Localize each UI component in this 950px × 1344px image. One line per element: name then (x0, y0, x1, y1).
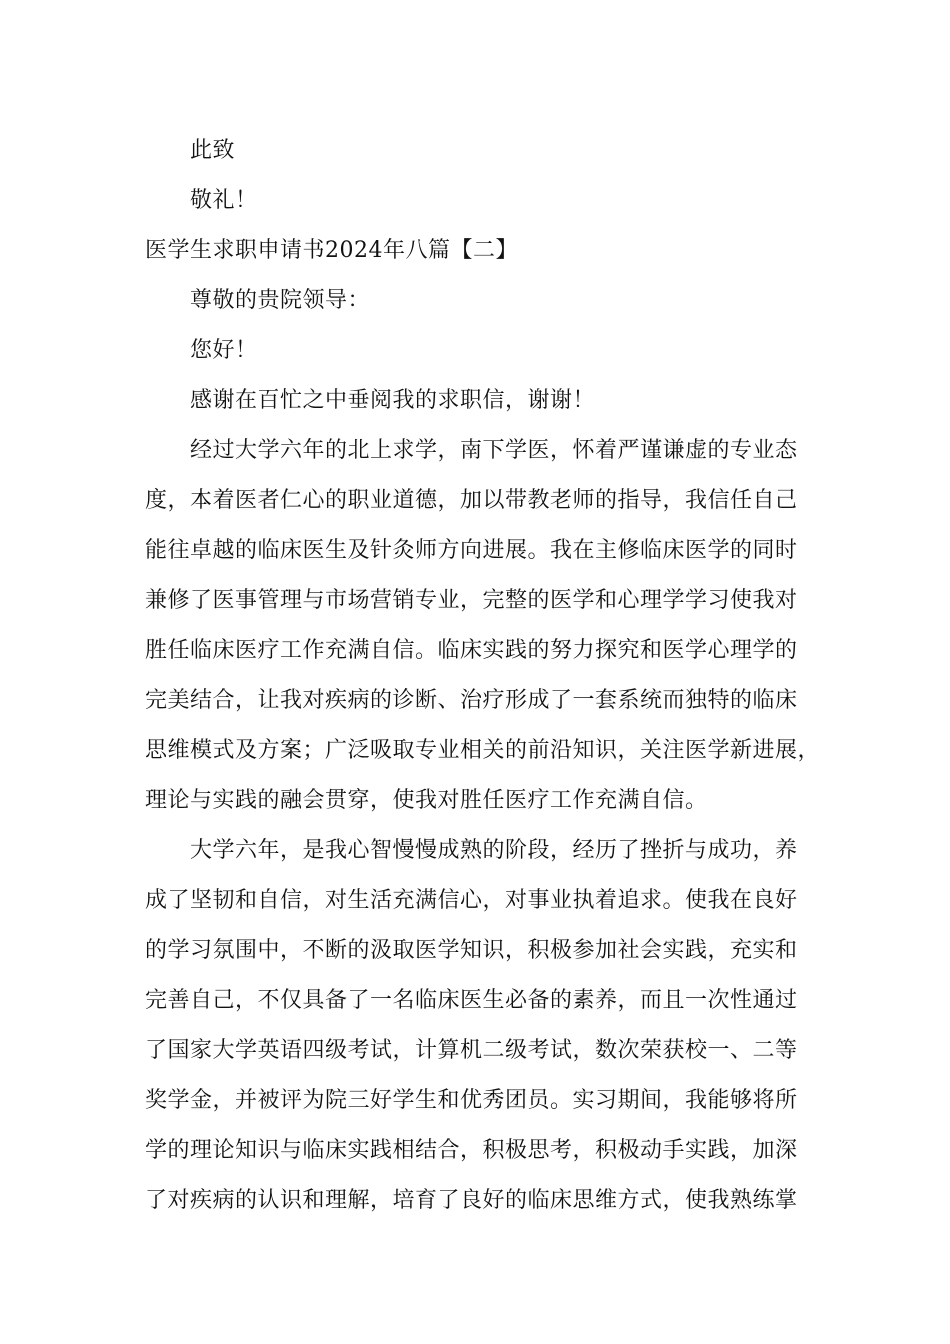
greeting: 您好！ (190, 338, 258, 363)
paragraph2-line: 成了坚韧和自信，对生活充满信心，对事业执着追求。使我在良好 (145, 888, 798, 913)
paragraph1-line: 兼修了医事管理与市场营销专业，完整的医学和心理学学习使我对 (145, 588, 798, 613)
paragraph1-line: 完美结合，让我对疾病的诊断、治疗形成了一套系统而独特的临床 (145, 688, 798, 713)
paragraph2-line: 了国家大学英语四级考试，计算机二级考试，数次荣获校一、二等 (145, 1038, 798, 1063)
paragraph2-line: 完善自己，不仅具备了一名临床医生必备的素养，而且一次性通过 (145, 988, 798, 1013)
paragraph1-line: 胜任临床医疗工作充满自信。临床实践的努力探究和医学心理学的 (145, 638, 798, 663)
paragraph2-line: 大学六年，是我心智慢慢成熟的阶段，经历了挫折与成功，养 (190, 838, 798, 863)
paragraph2-line: 奖学金，并被评为院三好学生和优秀团员。实习期间，我能够将所 (145, 1088, 798, 1113)
thanks-line: 感谢在百忙之中垂阅我的求职信，谢谢！ (190, 388, 596, 413)
paragraph1-line: 度，本着医者仁心的职业道德，加以带教老师的指导，我信任自己 (145, 488, 798, 513)
paragraph2-line: 的学习氛围中，不断的汲取医学知识，积极参加社会实践，充实和 (145, 938, 798, 963)
closing-line-1: 此致 (190, 138, 236, 163)
paragraph2-line: 学的理论知识与临床实践相结合，积极思考，积极动手实践，加深 (145, 1138, 798, 1163)
closing-line-2: 敬礼！ (190, 188, 258, 213)
paragraph2-line: 了对疾病的认识和理解，培育了良好的临床思维方式，使我熟练掌 (145, 1188, 798, 1213)
section-heading: 医学生求职申请书2024年八篇【二】 (145, 238, 518, 263)
salutation: 尊敬的贵院领导： (190, 288, 371, 313)
paragraph1-line: 能往卓越的临床医生及针灸师方向进展。我在主修临床医学的同时 (145, 538, 798, 563)
paragraph1-line: 思维模式及方案；广泛吸取专业相关的前沿知识，关注医学新进展， (145, 738, 821, 763)
paragraph1-line: 经过大学六年的北上求学，南下学医，怀着严谨谦虚的专业态 (190, 438, 798, 463)
paragraph1-line: 理论与实践的融会贯穿，使我对胜任医疗工作充满自信。 (145, 788, 708, 813)
